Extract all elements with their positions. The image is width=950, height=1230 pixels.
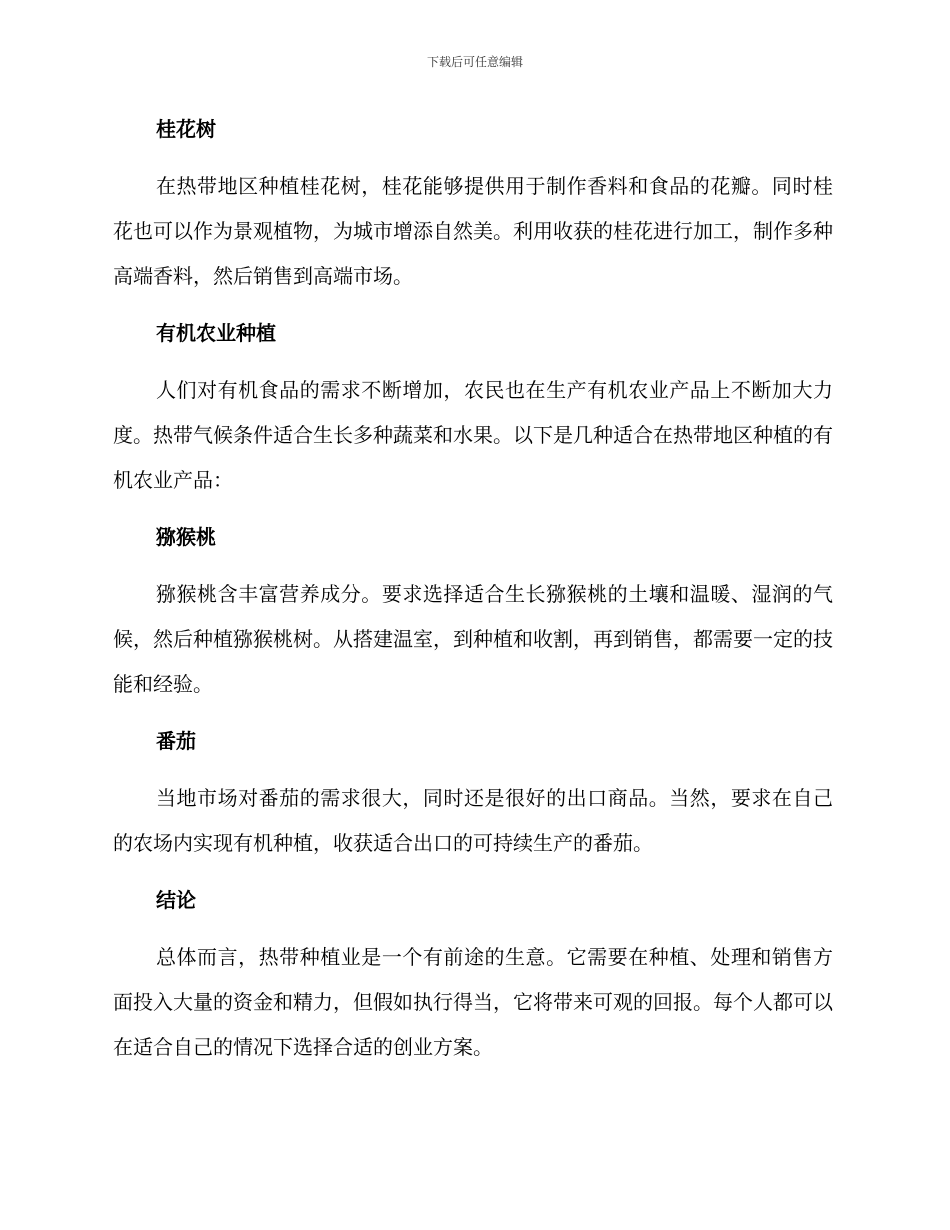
section-conclusion: [113, 878, 833, 1070]
section-kiwi: [113, 515, 833, 719]
section-paragraph: 猕猴桃含丰富营养成分。要求选择适合生长猕猴桃的土壤和温暖、湿润的气候，然后种植猕猴桃树。从搭建温室，到种植和收割，再到销售，都需要一定的技能和经验。: [113, 582, 833, 696]
section-paragraph: 当地市场对番茄的需求很大，同时还是很好的出口商品。当然，要求在自己的农场内实现有机种植，收获适合出口的可持续生产的番茄。: [113, 786, 833, 855]
section-organic-farming: [113, 311, 833, 515]
section-heading: 番茄: [156, 729, 196, 753]
section-heading: 猕猴桃: [156, 525, 216, 549]
section-paragraph: 人们对有机食品的需求不断增加，农民也在生产有机农业产品上不断加大力度。热带气候条件适合生长多种蔬菜和水果。以下是几种适合在热带地区种植的有机农业产品：: [113, 378, 833, 492]
section-paragraph: 总体而言，热带种植业是一个有前途的生意。它需要在种植、处理和销售方面投入大量的资金和精力，但假如执行得当，它将带来可观的回报。每个人都可以在适合自己的情况下选择合适的创业方案。: [113, 945, 833, 1059]
section-heading: 有机农业种植: [156, 321, 276, 345]
section-heading: 结论: [156, 888, 196, 912]
section-heading: 桂花树: [156, 117, 216, 141]
section-osmanthus: [113, 107, 833, 311]
header-note: 下载后可任意编辑: [426, 55, 523, 69]
section-tomato: [113, 719, 833, 878]
section-paragraph: 在热带地区种植桂花树，桂花能够提供用于制作香料和食品的花瓣。同时桂花也可以作为景观植物，为城市增添自然美。利用收获的桂花进行加工，制作多种高端香料，然后销售到高端市场。: [113, 174, 833, 288]
document-body: [113, 107, 833, 1070]
